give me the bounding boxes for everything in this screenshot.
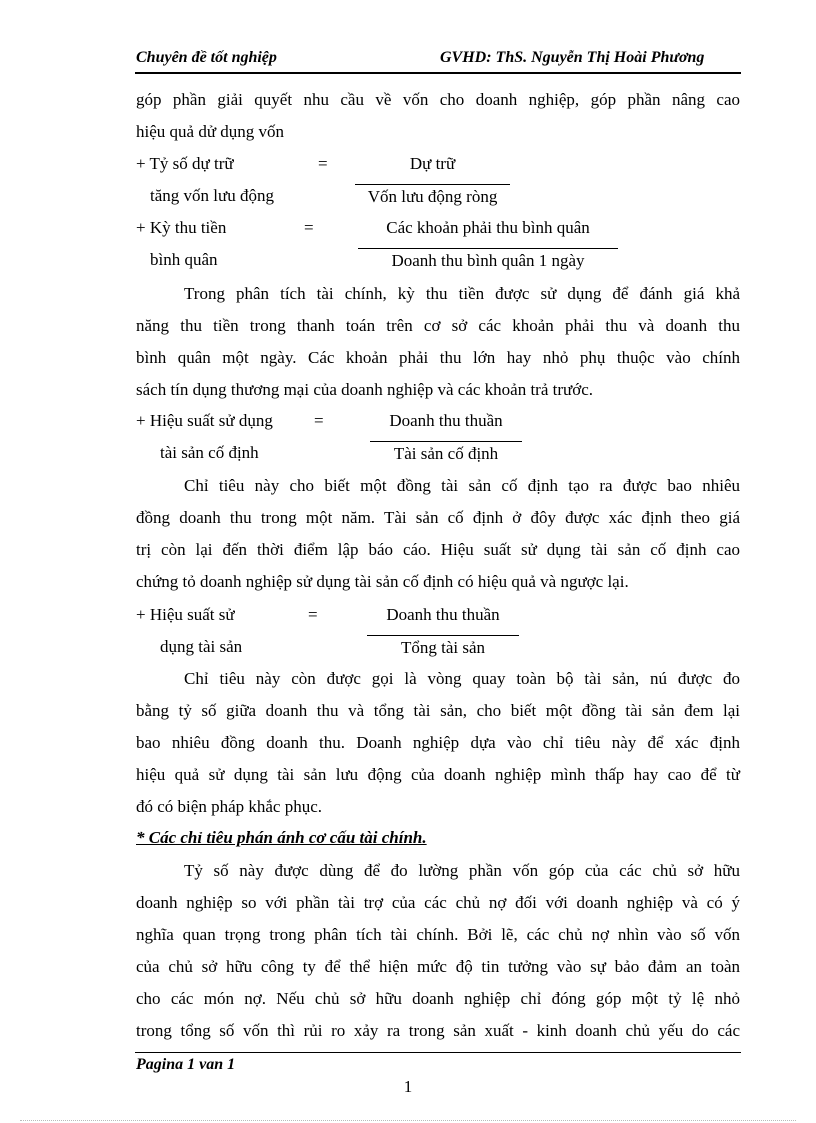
formula-equals: = (304, 218, 314, 237)
text-line: Chỉ tiêu này cho biết một đồng tài sản cố định tạo ra được bao nhiêu (184, 476, 740, 495)
fraction-numerator: Các khoản phải thu bình quân (386, 218, 590, 237)
header-left: Chuyên đề tốt nghiệp (136, 49, 277, 66)
text-line: hiệu quả dử dụng vốn (136, 122, 285, 141)
formula-equals: = (314, 411, 324, 430)
text-line: Chỉ tiêu này còn được gọi là vòng quay toàn bộ tài sản, nú được đo (184, 669, 740, 688)
page-number: 1 (403, 1077, 413, 1096)
formula-label: + Hiệu suất sử dụng (136, 411, 273, 430)
text-line: cho các món nợ. Nếu chủ sở hữu doanh nghiệp chỉ đóng góp một tỷ lệ nhỏ (136, 989, 740, 1008)
paragraph-collection-period (136, 278, 740, 406)
fraction-denominator: Tài sản cố định (393, 444, 499, 463)
formula-equals: = (308, 605, 318, 624)
section-heading: * Các chỉ tiêu phán ánh cơ cấu tài chính. (136, 828, 427, 847)
fraction-denominator: Vốn lưu động ròng (367, 187, 498, 206)
text-line: trị còn lại đến thời điểm lập báo cáo. Hiệu suất sử dụng tài sản cố định cao (136, 540, 740, 559)
text-line: bằng tỷ số giữa doanh thu và tổng tài sản, cho biết một đồng tài sản đem lại (136, 701, 740, 720)
formula-label: + Tỷ số dự trữ (136, 154, 234, 173)
text-line: năng thu tiền trong thanh toán trên cơ sở các khoản phải thu và doanh thu (136, 316, 740, 335)
header-rule (135, 72, 741, 74)
fraction-numerator: Doanh thu thuần (389, 411, 503, 430)
formula-label: tăng vốn lưu động (150, 186, 274, 205)
intro-paragraph (136, 84, 740, 148)
text-line: bao nhiêu đồng doanh thu. Doanh nghiệp dựa vào chỉ tiêu này để xác định (136, 733, 740, 752)
text-line: nghĩa quan trọng trong phân tích tài chính. Bởi lẽ, các chủ nợ nhìn vào số vốn (136, 925, 740, 944)
text-line: góp phần giải quyết nhu cầu về vốn cho doanh nghiệp, góp phần nâng cao (136, 90, 740, 109)
text-line: hiệu quả sử dụng tài sản lưu động của doanh nghiệp mình thấp hay cao để từ (136, 765, 740, 784)
fraction (370, 411, 522, 464)
fraction (355, 154, 510, 207)
fraction-denominator: Tổng tài sản (400, 638, 486, 657)
fraction-numerator: Dự trữ (409, 154, 456, 173)
text-line: chứng tỏ doanh nghiệp sử dụng tài sản cố định có hiệu quả và ngược lại. (136, 572, 629, 591)
formula-label: tài sản cố định (160, 443, 259, 462)
paragraph-fixed-asset-efficiency (136, 470, 740, 598)
formula-label: + Hiệu suất sử (136, 605, 235, 624)
footer-rule (135, 1052, 741, 1053)
formula-equals: = (318, 154, 328, 173)
formula-label: + Kỳ thu tiền (136, 218, 227, 237)
fraction (367, 605, 519, 658)
formula-label: bình quân (150, 250, 218, 269)
paragraph-financial-structure (136, 855, 740, 1047)
text-line: Tỷ số này được dùng để đo lường phần vốn góp của các chủ sở hữu (184, 861, 740, 880)
fraction-denominator: Doanh thu bình quân 1 ngày (391, 251, 585, 270)
fraction-numerator: Doanh thu thuần (386, 605, 500, 624)
text-line: của chủ sở hữu công ty để thể hiện mức độ tin tưởng vào sự bảo đảm an toàn (136, 957, 740, 976)
header-right: GVHD: ThS. Nguyễn Thị Hoài Phương (440, 49, 705, 66)
text-line: đó có biện pháp khắc phục. (136, 797, 322, 816)
fraction (358, 218, 618, 271)
text-line: Trong phân tích tài chính, kỳ thu tiền được sử dụng để đánh giá khả (184, 284, 740, 303)
paragraph-total-asset-turnover (136, 663, 740, 823)
text-line: bình quân một ngày. Các khoản phải thu lớn hay nhỏ phụ thuộc vào chính (136, 348, 740, 367)
formula-label: dụng tài sản (160, 637, 243, 656)
footer-label: Pagina 1 van 1 (136, 1056, 236, 1073)
page-edge-divider (20, 1120, 796, 1121)
text-line: trong tổng số vốn thì rủi ro xảy ra trong sản xuất - kinh doanh chủ yếu do các (136, 1021, 740, 1040)
text-line: doanh nghiệp so với phần tài trợ của các chủ nợ đối với doanh nghiệp và có ý (136, 893, 740, 912)
text-line: sách tín dụng thương mại của doanh nghiệp và các khoản trả trước. (136, 380, 594, 399)
text-line: đồng doanh thu trong một năm. Tài sản cố định ở đôy được xác định theo giá (136, 508, 740, 527)
